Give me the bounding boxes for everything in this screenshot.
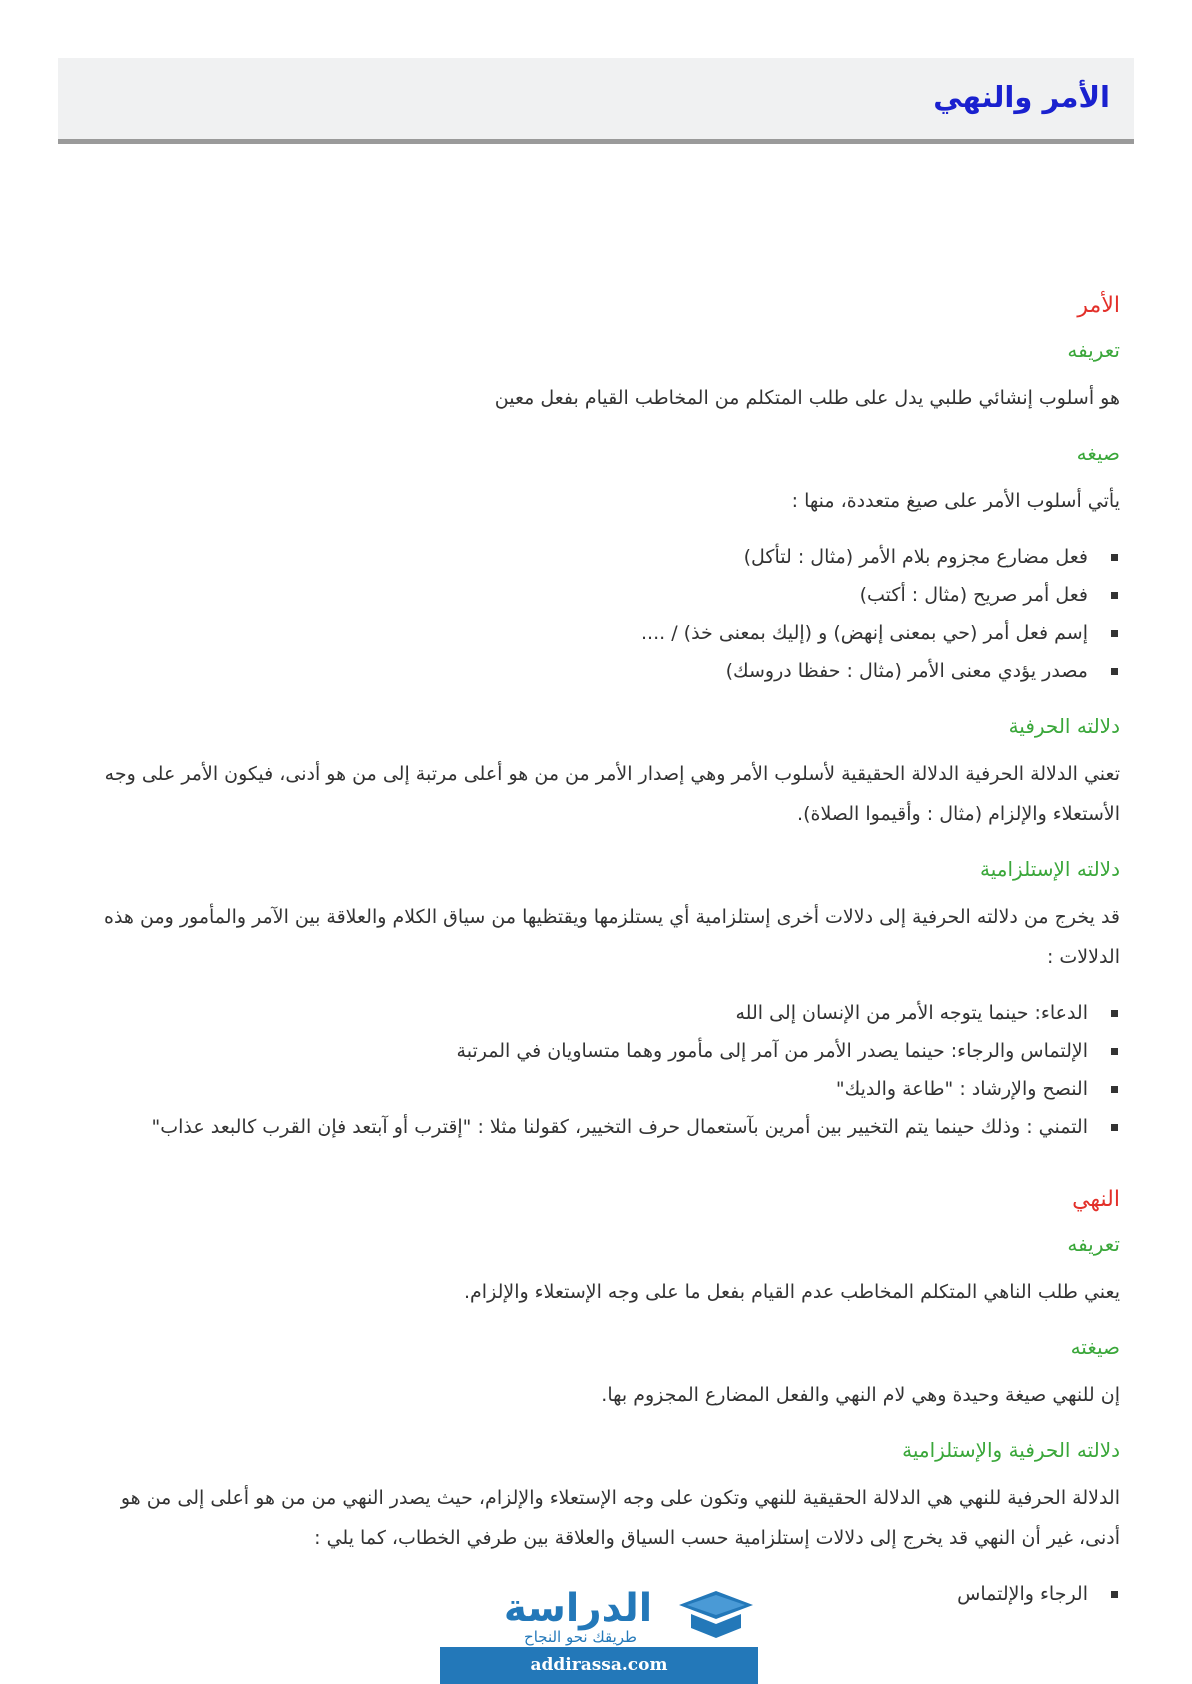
- subheading-nahy-meanings: دلالته الحرفية والإستلزامية: [902, 1438, 1120, 1462]
- main-content: [80, 287, 1120, 1631]
- list-item: [80, 614, 1120, 652]
- list-item-text: إسم فعل أمر (حي بمعنى إنهض) و (إليك بمعنى خذ) / ....: [641, 622, 1088, 644]
- subheading-nahy-form: صيغته: [1070, 1335, 1120, 1359]
- list-item-text: فعل مضارع مجزوم بلام الأمر (مثال : لتأكل): [743, 546, 1088, 568]
- list-item: [80, 1070, 1120, 1108]
- subheading-nahy-definition: تعريفه: [1067, 1232, 1120, 1256]
- list-item-text: الرجاء والإلتماس: [957, 1583, 1088, 1605]
- section-spacer: [80, 1164, 1120, 1181]
- paragraph-amr-definition: هو أسلوب إنشائي طلبي يدل على طلب المتكلم من المخاطب القيام بفعل معين: [494, 387, 1120, 409]
- list-amr-implied: [80, 994, 1120, 1146]
- subheading-amr-definition: تعريفه: [1067, 338, 1120, 362]
- logo-brand-name: الدراسة: [503, 1586, 653, 1631]
- list-item: [80, 538, 1120, 576]
- subheading-amr-implied: دلالته الإستلزامية: [980, 857, 1120, 881]
- list-item-text: مصدر يؤدي معنى الأمر (مثال : حفظا دروسك): [725, 660, 1088, 682]
- square-bullet-icon: [1111, 554, 1118, 561]
- list-item: [80, 652, 1120, 690]
- list-item: [80, 576, 1120, 614]
- subheading-amr-literal: دلالته الحرفية: [1008, 714, 1120, 738]
- paragraph-nahy-meanings: الدلالة الحرفية للنهي هي الدلالة الحقيقية للنهي وتكون على وجه الإستعلاء والإلزام، حيث يصدر النهي من من هو أعلى إلى من هو أدنى، غير أن النهي قد يخرج إلى دلالات إستلزامية حسب السياق والعلاقة بين طرفي الخطاب، كما يلي :: [120, 1487, 1120, 1549]
- logo-tagline: طريقك نحو النجاح: [524, 1628, 637, 1646]
- list-item: [80, 994, 1120, 1032]
- list-item-text: التمني : وذلك حينما يتم التخيير بين أمرين بآستعمال حرف التخيير، كقولنا مثلا : "إقترب أو آبتعد فإن القرب كالبعد عذاب": [151, 1116, 1088, 1138]
- square-bullet-icon: [1111, 1124, 1118, 1131]
- square-bullet-icon: [1111, 668, 1118, 675]
- list-amr-forms: [80, 538, 1120, 690]
- logo-top: [440, 1583, 758, 1645]
- subheading-amr-forms: صيغه: [1076, 441, 1120, 465]
- paragraph-amr-literal: تعني الدلالة الحرفية الدلالة الحقيقية لأسلوب الأمر وهي إصدار الأمر من من هو أعلى مرتبة إلى من هو أدنى، فيكون الأمر على وجه الأستعلاء والإلزام (مثال : وأقيموا الصلاة).: [104, 763, 1120, 825]
- section-heading-nahy: النهي: [1072, 1187, 1120, 1212]
- section-heading-amr: الأمر: [1077, 293, 1120, 318]
- square-bullet-icon: [1111, 592, 1118, 599]
- header-bar: [58, 58, 1134, 144]
- paragraph-amr-forms-intro: يأتي أسلوب الأمر على صيغ متعددة، منها :: [791, 490, 1120, 512]
- list-item-text: الإلتماس والرجاء: حينما يصدر الأمر من آمر إلى مأمور وهما متساويان في المرتبة: [456, 1040, 1088, 1062]
- list-item-text: فعل أمر صريح (مثال : أكتب): [859, 584, 1088, 606]
- paragraph-amr-implied: قد يخرج من دلالته الحرفية إلى دلالات أخرى إستلزامية أي يستلزمها ويقتظيها من سياق الكلام والعلاقة بين الآمر والمأمور ومن هذه الدلالات :: [104, 906, 1120, 968]
- list-item: [80, 1032, 1120, 1070]
- list-item-text: النصح والإرشاد : "طاعة والديك": [835, 1078, 1088, 1100]
- page-title: الأمر والنهي: [933, 80, 1110, 114]
- square-bullet-icon: [1111, 630, 1118, 637]
- list-item: [80, 1108, 1120, 1146]
- logo-website-text: addirassa.com: [530, 1655, 668, 1675]
- list-item-text: الدعاء: حينما يتوجه الأمر من الإنسان إلى الله: [735, 1002, 1088, 1024]
- paragraph-nahy-definition: يعني طلب الناهي المتكلم المخاطب عدم القيام بفعل ما على وجه الإستعلاء والإلزام.: [464, 1281, 1120, 1303]
- logo-website-bar: [440, 1647, 758, 1684]
- square-bullet-icon: [1111, 1591, 1118, 1598]
- site-logo: [440, 1583, 758, 1684]
- square-bullet-icon: [1111, 1086, 1118, 1093]
- square-bullet-icon: [1111, 1048, 1118, 1055]
- graduation-cap-icon: [677, 1589, 755, 1641]
- paragraph-nahy-form: إن للنهي صيغة وحيدة وهي لام النهي والفعل المضارع المجزوم بها.: [601, 1384, 1120, 1406]
- square-bullet-icon: [1111, 1010, 1118, 1017]
